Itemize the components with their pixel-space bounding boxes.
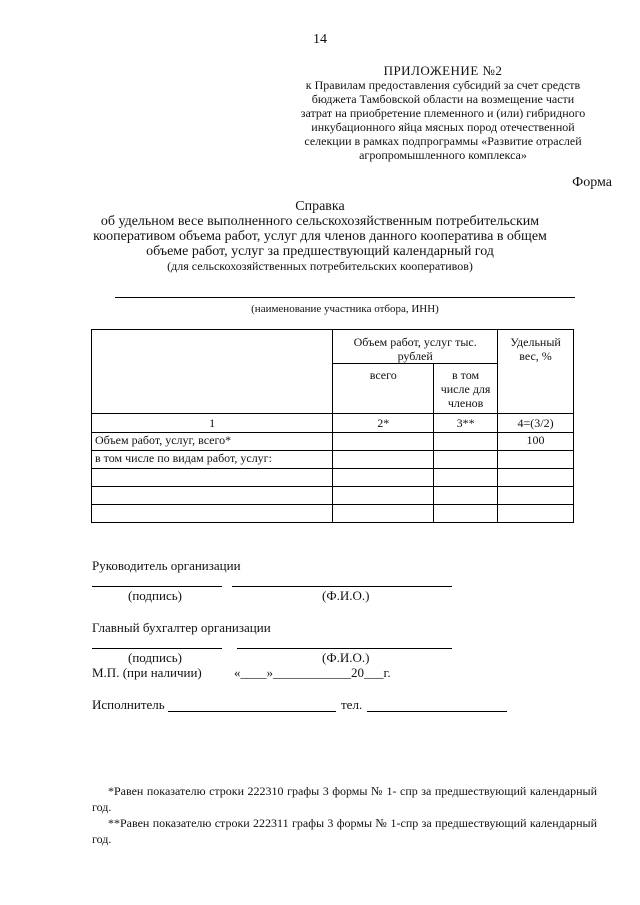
accountant-signature-caption: (подпись)	[128, 650, 182, 665]
appendix-block	[268, 64, 618, 162]
row-label[interactable]	[92, 469, 333, 487]
participant-name-line[interactable]	[115, 297, 575, 298]
cell-share: 100	[498, 433, 574, 451]
phone-line[interactable]	[367, 711, 507, 712]
row-label: Объем работ, услуг, всего*	[92, 433, 333, 451]
appendix-title: ПРИЛОЖЕНИЕ №2	[383, 63, 503, 78]
title-subtitle: (для сельскохозяйственных потребительских кооперативов)	[167, 259, 473, 273]
head-name-caption: (Ф.И.О.)	[322, 588, 370, 603]
head-signature-caption: (подпись)	[128, 588, 182, 603]
cell-total[interactable]	[333, 505, 434, 523]
head-label: Руководитель организации	[92, 558, 241, 573]
stamp-label: М.П. (при наличии)	[92, 665, 202, 680]
executor-label: Исполнитель	[92, 697, 165, 712]
accountant-name-caption: (Ф.И.О.)	[322, 650, 370, 665]
header-share: Удельный вес, %	[498, 330, 574, 414]
cell-share[interactable]	[498, 469, 574, 487]
cell-members[interactable]	[434, 487, 498, 505]
page-number: 14	[313, 32, 327, 47]
accountant-label: Главный бухгалтер организации	[92, 620, 271, 635]
cell-total[interactable]	[333, 433, 434, 451]
header-members: в том числе для членов	[434, 364, 498, 414]
cell-total[interactable]	[333, 469, 434, 487]
footnote: **Равен показателю строки 222311 графы 3 формы № 1-спр за предшествующий календарный год.	[92, 816, 597, 846]
column-number: 2*	[333, 414, 434, 433]
column-number: 4=(3/2)	[498, 414, 574, 433]
column-number: 1	[92, 414, 333, 433]
header-total: всего	[333, 364, 434, 414]
cell-total[interactable]	[333, 451, 434, 469]
appendix-line: агропромышленного комплекса»	[359, 148, 527, 162]
head-name-line[interactable]	[232, 586, 452, 587]
table-row	[92, 469, 574, 487]
cell-share[interactable]	[498, 451, 574, 469]
cell-members[interactable]	[434, 433, 498, 451]
cell-members[interactable]	[434, 469, 498, 487]
head-signature-line[interactable]	[92, 586, 222, 587]
appendix-line: селекции в рамках подпрограммы «Развитие отраслей	[304, 134, 582, 148]
header-volume-group: Объем работ, услуг тыс. рублей	[333, 330, 498, 364]
header-blank-cell	[92, 330, 333, 414]
footnote: *Равен показателю строки 222310 графы 3 формы № 1- спр за предшествующий календарный год.	[92, 784, 597, 814]
appendix-line: инкубационного яйца мясных пород отечественной	[311, 120, 575, 134]
appendix-line: к Правилам предоставления субсидий за счет средств	[305, 78, 581, 92]
title-line: об удельном весе выполненного сельскохозяйственным потребительским	[100, 214, 540, 229]
footnotes	[92, 783, 597, 847]
title-heading: Справка	[295, 199, 345, 214]
accountant-signature-line[interactable]	[92, 648, 222, 649]
row-label[interactable]	[92, 505, 333, 523]
cell-members[interactable]	[434, 505, 498, 523]
participant-caption: (наименование участника отбора, ИНН)	[251, 303, 439, 315]
cell-members[interactable]	[434, 451, 498, 469]
date-field[interactable]: «____»____________20___г.	[234, 665, 391, 680]
executor-name-line[interactable]	[168, 711, 336, 712]
table-row	[92, 451, 574, 469]
cell-total[interactable]	[333, 487, 434, 505]
appendix-line: бюджета Тамбовской области на возмещение части	[311, 92, 575, 106]
cell-share[interactable]	[498, 505, 574, 523]
document-title	[70, 199, 570, 274]
form-label: Форма	[572, 175, 612, 190]
row-label[interactable]	[92, 487, 333, 505]
appendix-line: затрат на приобретение племенного и (или) гибридного	[300, 106, 586, 120]
title-line: объеме работ, услуг за предшествующий календарный год	[146, 244, 494, 259]
accountant-name-line[interactable]	[237, 648, 452, 649]
cell-share[interactable]	[498, 487, 574, 505]
table-row	[92, 433, 574, 451]
table-row	[92, 505, 574, 523]
column-number: 3**	[434, 414, 498, 433]
row-label: в том числе по видам работ, услуг:	[92, 451, 333, 469]
data-table	[91, 329, 574, 523]
phone-label: тел.	[341, 697, 363, 712]
table-row	[92, 487, 574, 505]
title-line: кооперативом объема работ, услуг для членов данного кооператива в общем	[93, 229, 547, 244]
